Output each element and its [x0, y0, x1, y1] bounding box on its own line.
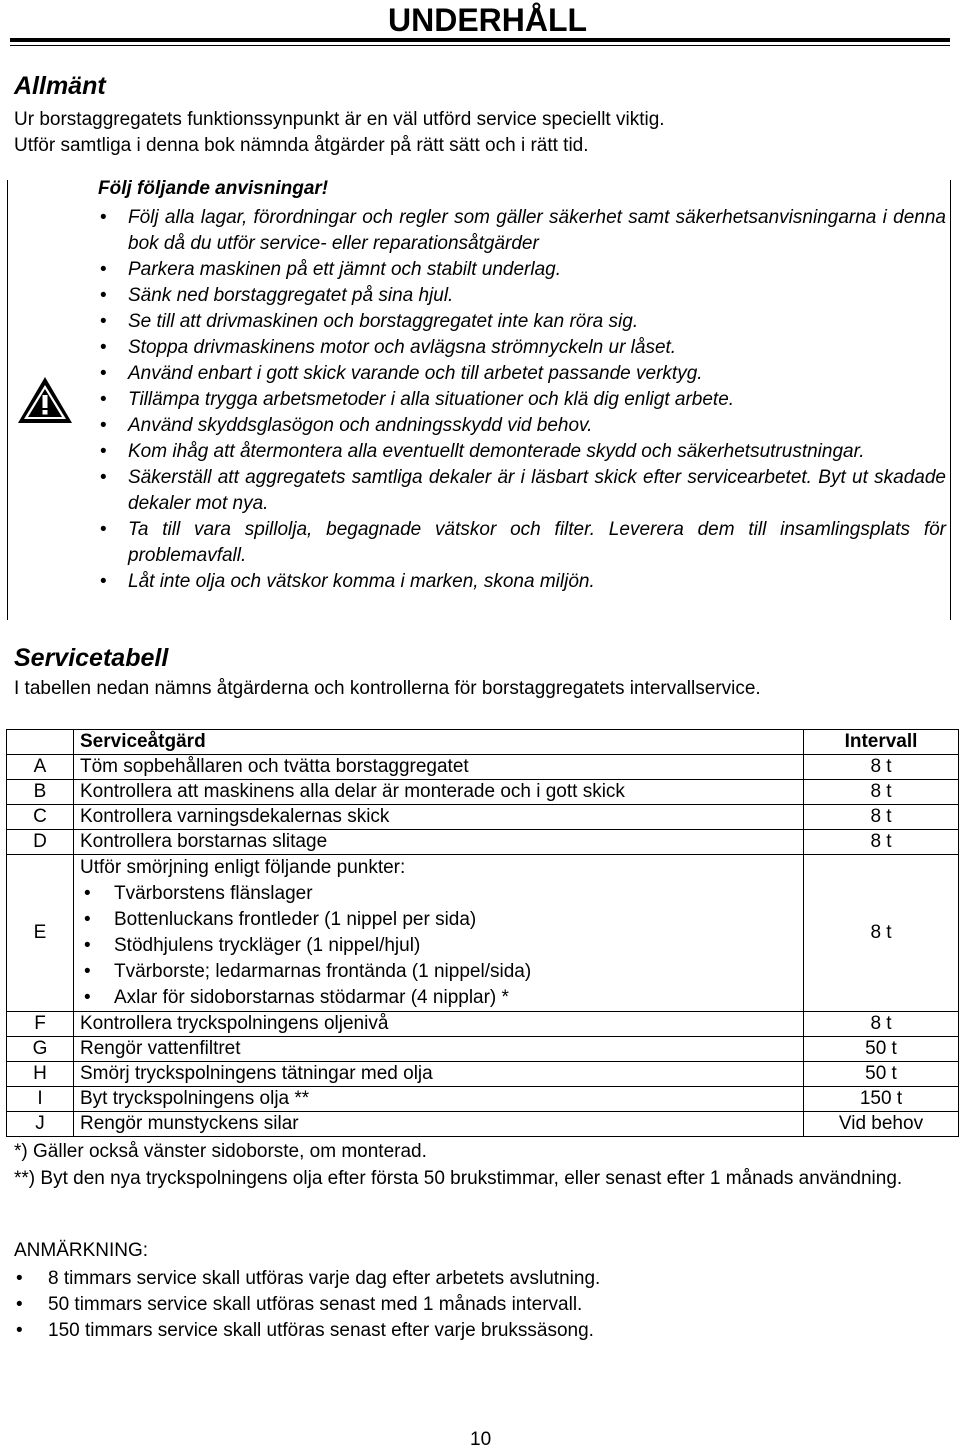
general-line-2: Utför samtliga i denna bok nämnda åtgärder på rätt sätt och i rätt tid. [14, 135, 589, 156]
warning-item: • Sänk ned borstaggregatet på sina hjul. [98, 283, 946, 309]
row-action: Töm sopbehållaren och tvätta borstaggregatet [74, 755, 804, 780]
row-action-lubrication [74, 855, 804, 1012]
table-row [7, 805, 959, 830]
table-row [7, 1112, 959, 1137]
warning-item: • Se till att drivmaskinen och borstaggregatet inte kan röra sig. [98, 309, 946, 335]
warning-item: • Använd skyddsglasögon och andningsskydd vid behov. [98, 413, 946, 439]
header-rule-thin [10, 45, 950, 46]
row-code: F [7, 1012, 74, 1037]
row-interval: Vid behov [804, 1112, 959, 1137]
service-table [6, 729, 959, 1137]
table-row [7, 780, 959, 805]
list-item: • Tvärborstens flänslager [80, 881, 797, 907]
warning-item: • Använd enbart i gott skick varande och till arbetet passande verktyg. [98, 361, 946, 387]
row-action: Rengör vattenfiltret [74, 1037, 804, 1062]
row-action: Smörj tryckspolningens tätningar med olja [74, 1062, 804, 1087]
row-interval: 50 t [804, 1062, 959, 1087]
row-action: Kontrollera att maskinens alla delar är monterade och i gott skick [74, 780, 804, 805]
footnote-double: **) Byt den nya tryckspolningens olja efter första 50 brukstimmar, eller senast efter 1 månads användning. [14, 1168, 903, 1189]
row-interval: 150 t [804, 1087, 959, 1112]
header-interval: Intervall [804, 730, 959, 755]
row-code: I [7, 1087, 74, 1112]
warning-item: • Säkerställ att aggregatets samtliga dekaler är i läsbart skick efter servicearbetet. Byt ut skadade dekaler mot nya. [98, 465, 946, 517]
row-interval: 50 t [804, 1037, 959, 1062]
row-code: D [7, 830, 74, 855]
row-interval: 8 t [804, 805, 959, 830]
row-interval: 8 t [804, 855, 959, 1012]
notes-title: ANMÄRKNING: [14, 1240, 149, 1261]
warning-item: • Ta till vara spillolja, begagnade vätskor och filter. Leverera dem till insamlingsplats för problemavfall. [98, 517, 946, 569]
row-interval: 8 t [804, 780, 959, 805]
row-action: Kontrollera varningsdekalernas skick [74, 805, 804, 830]
row-code: A [7, 755, 74, 780]
row-interval: 8 t [804, 755, 959, 780]
table-row [7, 1087, 959, 1112]
warning-triangle-icon [16, 375, 74, 425]
warning-item: • Stoppa drivmaskinens motor och avlägsna strömnyckeln ur låset. [98, 335, 946, 361]
list-item: • Bottenluckans frontleder (1 nippel per sida) [80, 907, 797, 933]
row-action-text: Utför smörjning enligt följande punkter: [80, 857, 406, 878]
row-code: J [7, 1112, 74, 1137]
list-item: • 50 timmars service skall utföras senast med 1 månads intervall. [14, 1292, 600, 1318]
list-item: • Tvärborste; ledarmarnas frontända (1 nippel/sida) [80, 959, 797, 985]
row-code: C [7, 805, 74, 830]
page-number: 10 [470, 1429, 492, 1450]
row-code: G [7, 1037, 74, 1062]
row-action: Byt tryckspolningens olja ** [74, 1087, 804, 1112]
notes-list [14, 1266, 600, 1344]
table-row [7, 1062, 959, 1087]
warning-list [98, 205, 946, 595]
warning-title: Följ följande anvisningar! [98, 178, 329, 199]
general-line-1: Ur borstaggregatets funktionssynpunkt är en väl utförd service speciellt viktig. [14, 109, 665, 130]
warning-item: • Låt inte olja och vätskor komma i marken, skona miljön. [98, 569, 946, 595]
row-code: B [7, 780, 74, 805]
footnote-single: *) Gäller också vänster sidoborste, om monterad. [14, 1141, 427, 1162]
warning-item: • Parkera maskinen på ett jämnt och stabilt underlag. [98, 257, 946, 283]
header-rule-thick [10, 38, 950, 42]
warning-item: • Följ alla lagar, förordningar och regler som gäller säkerhet samt säkerhetsanvisningarna i denna bok då du utför service- eller reparationsåtgärder [98, 205, 946, 257]
header-action: Serviceåtgärd [74, 730, 804, 755]
warning-item: • Kom ihåg att återmontera alla eventuellt demonterade skydd och säkerhetsutrustningar. [98, 439, 946, 465]
row-action: Kontrollera borstarnas slitage [74, 830, 804, 855]
list-item: • 8 timmars service skall utföras varje dag efter arbetets avslutning. [14, 1266, 600, 1292]
list-item: • 150 timmars service skall utföras senast efter varje brukssäsong. [14, 1318, 600, 1344]
table-row [7, 855, 959, 1012]
header-code-cell [7, 730, 74, 755]
service-heading: Servicetabell [14, 644, 169, 672]
row-interval: 8 t [804, 1012, 959, 1037]
list-item: • Stödhjulens tryckläger (1 nippel/hjul) [80, 933, 797, 959]
warning-item: • Tillämpa trygga arbetsmetoder i alla situationer och klä dig enligt arbete. [98, 387, 946, 413]
lubrication-points [80, 881, 797, 1011]
row-code: E [7, 855, 74, 1012]
row-code: H [7, 1062, 74, 1087]
row-interval: 8 t [804, 830, 959, 855]
table-header-row [7, 730, 959, 755]
service-intro: I tabellen nedan nämns åtgärderna och kontrollerna för borstaggregatets intervallservice. [14, 678, 761, 699]
row-action: Rengör munstyckens silar [74, 1112, 804, 1137]
page-title: UNDERHÅLL [388, 2, 588, 38]
general-heading: Allmänt [14, 72, 106, 100]
table-row [7, 755, 959, 780]
list-item: • Axlar för sidoborstarnas stödarmar (4 nipplar) * [80, 985, 797, 1011]
row-action: Kontrollera tryckspolningens oljenivå [74, 1012, 804, 1037]
table-row [7, 1012, 959, 1037]
table-row [7, 1037, 959, 1062]
table-row [7, 830, 959, 855]
